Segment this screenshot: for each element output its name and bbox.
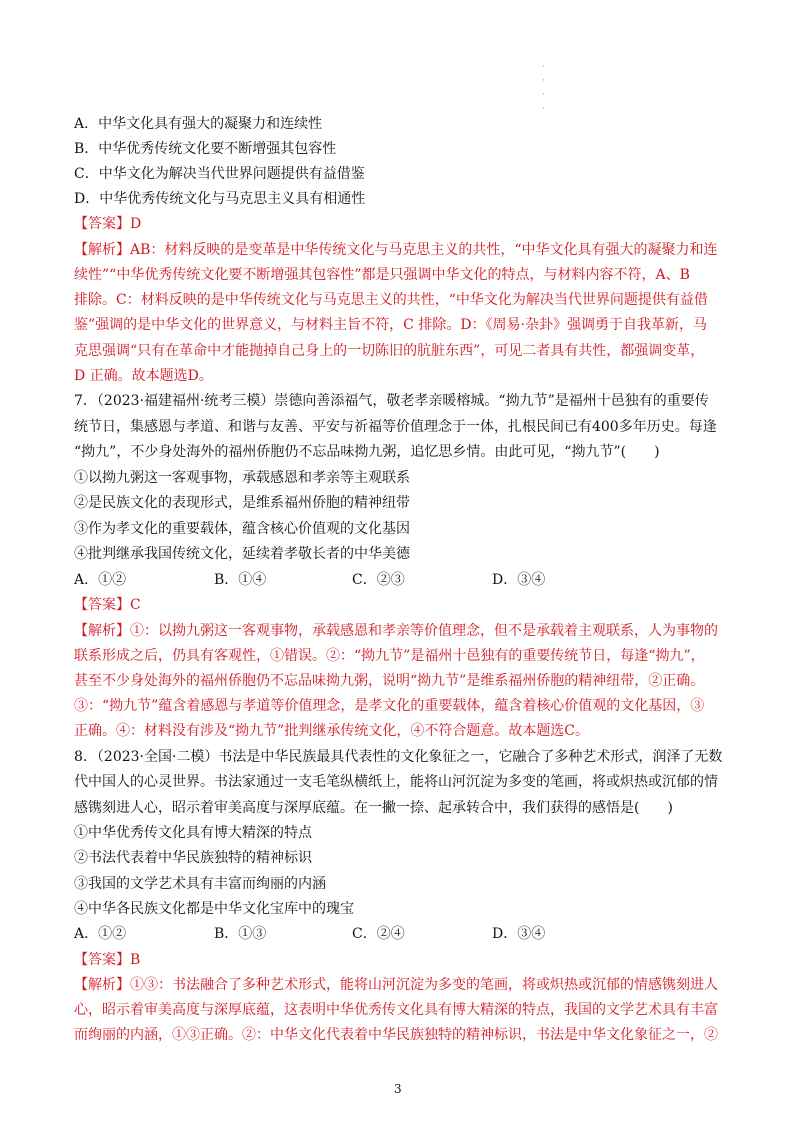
q7-analysis-line: 甚至不少身处海外的福州侨胞仍不忘品味拗九粥，说明“拗九节”是维系福州侨胞的精神纽带，②正确。 [74,673,705,689]
q7-choice-b: B．①④ [214,572,267,588]
q7-item: ②是民族文化的表现形式，是维系福州侨胞的精神纽带 [74,495,410,511]
margin-dots: · · · · [542,62,545,114]
q8-stem-line: 代中国人的心灵世界。书法家通过一支毛笔纵横纸上，能将山河沉淀为多变的笔画，将或炽热或沉郁的情 [74,774,718,790]
q6-option-b: B．中华优秀传统文化要不断增强其包容性 [74,141,337,157]
q6-analysis-line: 克思强调“只有在革命中才能抛掉自己身上的一切陈旧的肮脏东西”，可见二者具有共性，都强调变革， [74,343,705,359]
q7-analysis-line: ③：“拗九节”蕴含着感恩与孝道等价值理念，是孝文化的重要载体，蕴含着核心价值观的文化基因，③ [74,698,705,714]
q7-analysis-line: 正确。④：材料没有涉及“拗九节”批判继承传统文化，④不符合题意。故本题选C。 [74,723,590,739]
q6-analysis-line: 鉴”强调的是中华文化的世界意义，与材料主旨不符，C 排除。D：《周易·杂卦》强调勇于自我革新，马 [74,317,707,333]
q7-answer: 【答案】C [74,597,141,613]
q7-item: ①以拗九粥这一客观事物，承载感恩和孝亲等主观联系 [74,470,410,486]
q6-analysis-line: 续性”“中华优秀传统文化要不断增强其包容性”都是只强调中华文化的特点，与材料内容不符，A、B [74,267,690,283]
q8-item: ②书法代表着中华民族独特的精神标识 [74,850,312,866]
q8-stem-line: 感镌刻进人心，昭示着审美高度与深厚底蕴。在一撇一捺、起承转合中，我们获得的感悟是( ) [74,800,673,816]
q8-choice-d: D．③④ [492,926,546,942]
q8-choice-a: A．①② [74,926,127,942]
q6-answer: 【答案】D [74,216,142,232]
q7-stem-line: 7．（2023·福建福州·统考三模）崇德向善添福气，敬老孝亲暖榕城。“拗九节”是福州十邑独有的重要传 [74,393,709,409]
q7-choice-c: C．②③ [352,572,405,588]
q6-analysis-line: D 正确。故本题选D。 [74,368,213,384]
q8-item: ①中华优秀传文化具有博大精深的特点 [74,825,312,841]
q8-stem-line: 8．（2023·全国·二模）书法是中华民族最具代表性的文化象征之一，它融合了多种艺术形式，润泽了无数 [74,749,723,765]
q8-answer: 【答案】B [74,952,141,968]
q8-choice-b: B．①③ [214,926,267,942]
q6-option-d: D．中华优秀传统文化与马克思主义具有相通性 [74,191,366,207]
q7-item: ④批判继承我国传统文化，延续着孝敬长者的中华美德 [74,546,410,562]
q7-stem-line: “拗九”，不少身处海外的福州侨胞仍不忘品味拗九粥，追忆思乡情。由此可见，“拗九节”( ) [74,444,660,460]
q6-analysis-line: 排除。C：材料反映的是中华传统文化与马克思主义的共性，“中华文化为解决当代世界问题提供有益借 [74,292,708,308]
q8-analysis-line: 而绚丽的内涵，①③正确。②：中华文化代表着中华民族独特的精神标识，书法是中华文化象征之一，② [74,1027,718,1043]
page-number: 3 [394,1082,402,1096]
q6-option-a: A．中华文化具有强大的凝聚力和连续性 [74,116,323,132]
q8-analysis-line: 心，昭示着审美高度与深厚底蕴，这表明中华优秀传文化具有博大精深的特点，我国的文学艺术具有丰富 [74,1002,718,1018]
q7-analysis-line: 【解析】①：以拗九粥这一客观事物，承载感恩和孝亲等价值理念，但不是承载着主观联系，人为事物的 [74,623,718,639]
q7-choice-a: A．①② [74,572,127,588]
q7-item: ③作为孝文化的重要载体，蕴含核心价值观的文化基因 [74,521,410,537]
q6-option-c: C．中华文化为解决当代世界问题提供有益借鉴 [74,166,365,182]
q7-choice-d: D．③④ [492,572,546,588]
q8-choice-c: C．②④ [352,926,405,942]
q7-stem-line: 统节日，集感恩与孝道、和谐与友善、平安与祈福等价值理念于一体，扎根民间已有400多年历史。每逢 [74,419,717,435]
q8-item: ④中华各民族文化都是中华文化宝库中的瑰宝 [74,901,354,917]
q7-analysis-line: 联系形成之后，仍具有客观性，①错误。②：“拗九节”是福州十邑独有的重要传统节日，每逢“拗九”， [74,648,705,664]
q8-item: ③我国的文学艺术具有丰富而绚丽的内涵 [74,876,326,892]
q6-analysis-line: 【解析】AB：材料反映的是变革是中华传统文化与马克思主义的共性，“中华文化具有强大的凝聚力和连 [74,242,718,258]
q8-analysis-line: 【解析】①③：书法融合了多种艺术形式，能将山河沉淀为多变的笔画，将或炽热或沉郁的情感镌刻进人 [74,977,718,993]
